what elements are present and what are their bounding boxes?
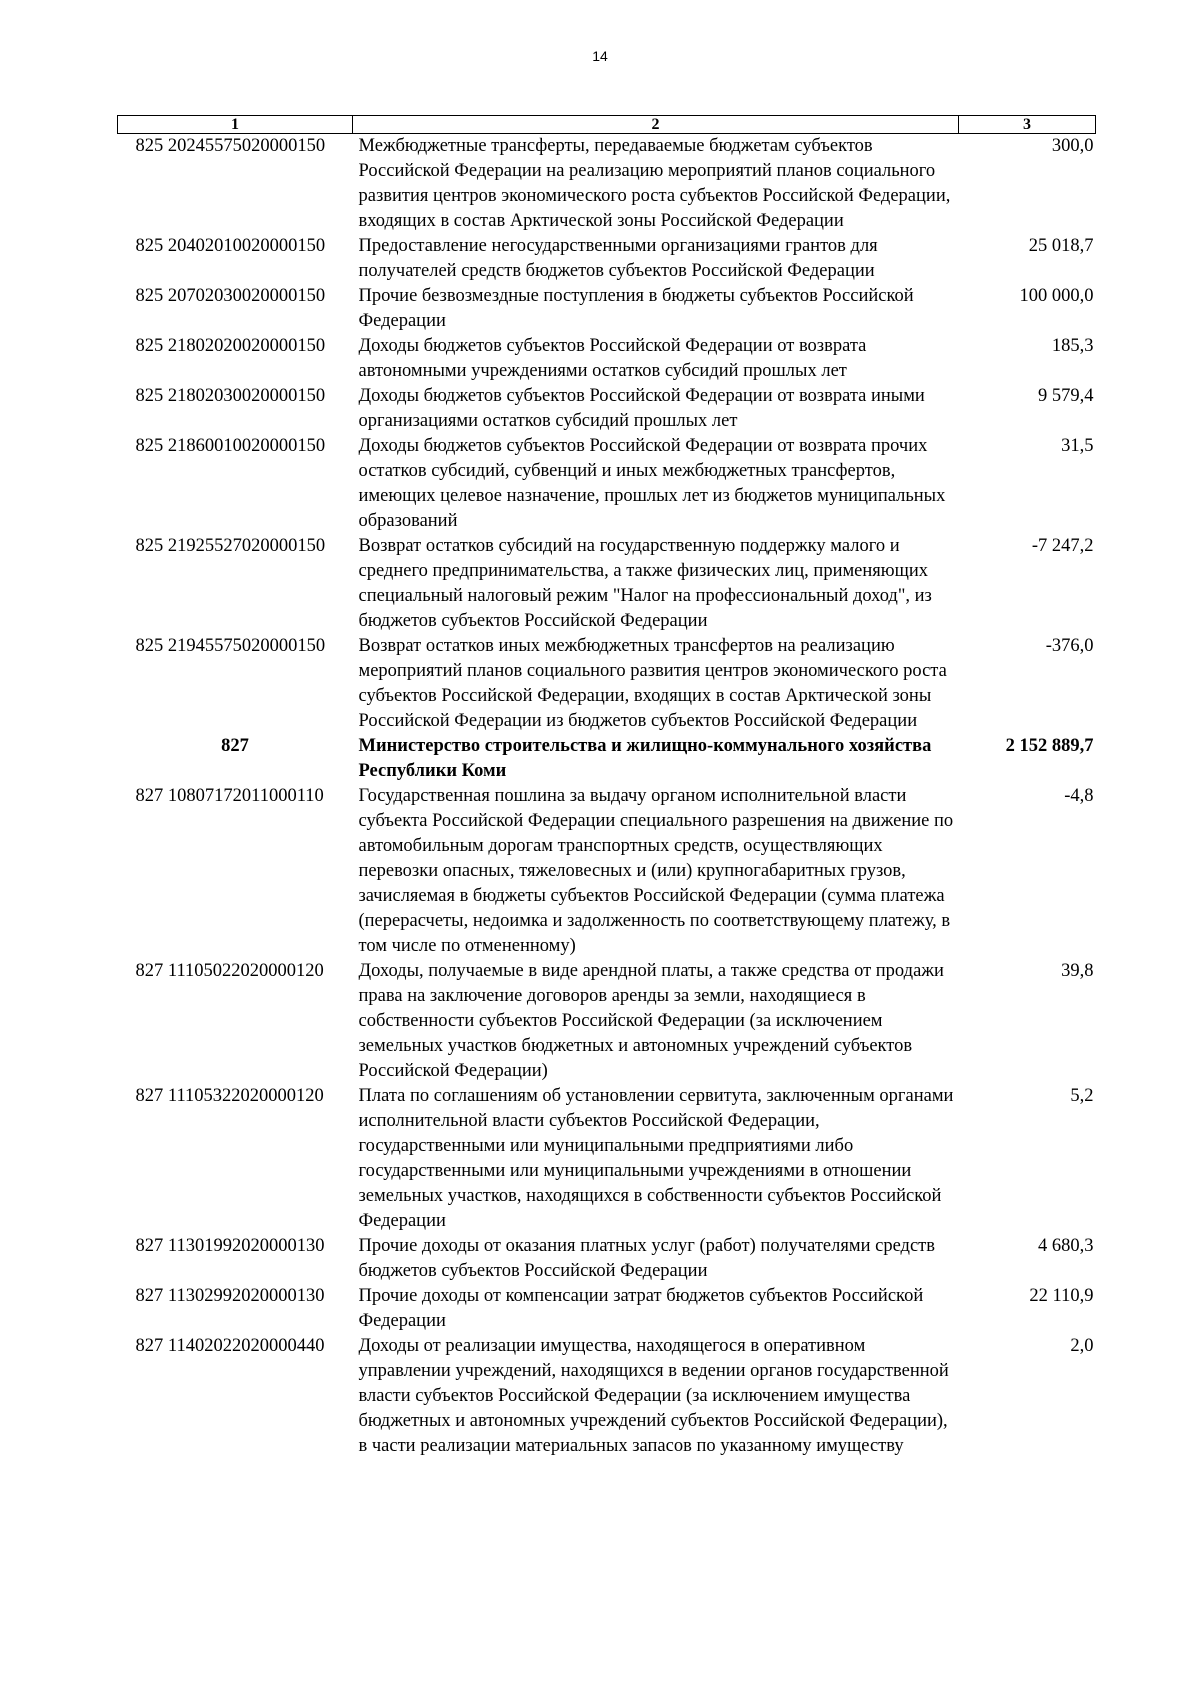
amount-cell: 2,0 [1070,1336,1094,1356]
amount-cell: -4,8 [1064,786,1094,806]
code-cell: 827 11105022020000120 [135,961,324,981]
table-row [118,334,1096,384]
amount-cell: 9 579,4 [1038,386,1094,406]
table-row [118,284,1096,334]
description-cell: Прочие безвозмездные поступления в бюджеты субъектов Российской Федерации [358,286,914,331]
table-row [118,1334,1096,1459]
code-cell: 825 21945575020000150 [135,636,326,656]
description-cell: Плата по соглашениям об установлении сервитута, заключенным органами исполнительной власти субъектов Российской Федерации, государственными или муниципальными предприятиями либо государственными или муниципальными учреждениями в отношении земельных участков, находящихся в собственности субъектов Российской Федерации [358,1086,954,1231]
table-row [118,1234,1096,1284]
table-row [118,634,1096,734]
amount-cell: 100 000,0 [1019,286,1094,306]
description-cell: Доходы бюджетов субъектов Российской Федерации от возврата автономными учреждениями остатков субсидий прошлых лет [358,336,867,381]
amount-cell: 4 680,3 [1038,1236,1094,1256]
column-header-3: 3 [959,116,1096,134]
table-row [118,784,1096,959]
table-row [118,384,1096,434]
column-header-1: 1 [118,116,353,134]
code-cell: 825 21860010020000150 [135,436,326,456]
amount-cell: 25 018,7 [1028,236,1094,256]
amount-cell: 300,0 [1051,136,1094,156]
code-cell: 825 20702030020000150 [135,286,326,306]
description-cell: Государственная пошлина за выдачу органом исполнительной власти субъекта Российской Федерации специального разрешения на движение по автомобильным дорогам транспортных средств, осуществляющих перевозки опасных, тяжеловесных и (или) крупногабаритных грузов, зачисляемая в бюджеты субъектов Российской Федерации (сумма платежа (перерасчеты, недоимка и задолженность по соответствующему платежу, в том числе по отмененному) [358,786,954,956]
table-row [118,1284,1096,1334]
code-cell: 825 21802020020000150 [135,336,326,356]
code-cell: 827 11105322020000120 [135,1086,324,1106]
amount-cell: 2 152 889,7 [1005,736,1094,756]
code-cell: 827 [221,736,249,756]
table-body [118,134,1096,1460]
description-cell: Доходы бюджетов субъектов Российской Федерации от возврата прочих остатков субсидий, субвенций и иных межбюджетных трансфертов, имеющих целевое назначение, прошлых лет из бюджетов муниципальных образований [358,436,946,531]
description-cell: Прочие доходы от оказания платных услуг (работ) получателями средств бюджетов субъектов Российской Федерации [358,1236,935,1281]
amount-cell: -376,0 [1045,636,1094,656]
amount-cell: 5,2 [1070,1086,1094,1106]
code-cell: 827 11302992020000130 [135,1286,325,1306]
description-cell: Министерство строительства и жилищно-коммунального хозяйства Республики Коми [358,736,932,781]
table-group-row [118,734,1096,784]
description-cell: Доходы, получаемые в виде арендной платы, а также средства от продажи права на заключение договоров аренды за земли, находящиеся в собственности субъектов Российской Федерации (за исключением земельных участков бюджетных и автономных учреждений субъектов Российской Федерации) [358,961,944,1081]
table-row [118,434,1096,534]
table-row [118,534,1096,634]
table-row [118,1084,1096,1234]
page-number: 14 [592,48,608,64]
description-cell: Доходы бюджетов субъектов Российской Федерации от возврата иными организациями остатков субсидий прошлых лет [358,386,925,431]
code-cell: 825 21802030020000150 [135,386,326,406]
amount-cell: 31,5 [1061,436,1094,456]
amount-cell: -7 247,2 [1031,536,1094,556]
description-cell: Возврат остатков субсидий на государственную поддержку малого и среднего предпринимательства, а также физических лиц, применяющих специальный налоговый режим "Налог на профессиональный доход", из бюджетов субъектов Российской Федерации [358,536,932,631]
code-cell: 827 11301992020000130 [135,1236,325,1256]
description-cell: Доходы от реализации имущества, находящегося в оперативном управлении учреждений, находящихся в ведении органов государственной власти субъектов Российской Федерации (за исключением имущества бюджетных и автономных учреждений субъектов Российской Федерации), в части реализации материальных запасов по указанному имуществу [358,1336,949,1456]
table-row [118,959,1096,1084]
code-cell: 827 10807172011000110 [135,786,324,806]
table-header-row [118,116,1096,134]
amount-cell: 39,8 [1061,961,1094,981]
description-cell: Предоставление негосударственными организациями грантов для получателей средств бюджетов субъектов Российской Федерации [358,236,878,281]
description-cell: Прочие доходы от компенсации затрат бюджетов субъектов Российской Федерации [358,1286,924,1331]
table-row [118,134,1096,235]
code-cell: 825 21925527020000150 [135,536,326,556]
amount-cell: 22 110,9 [1029,1286,1094,1306]
code-cell: 827 11402022020000440 [135,1336,325,1356]
description-cell: Возврат остатков иных межбюджетных трансфертов на реализацию мероприятий планов социального развития центров экономического роста субъектов Российской Федерации, входящих в состав Арктической зоны Российской Федерации из бюджетов субъектов Российской Федерации [358,636,947,731]
description-cell: Межбюджетные трансферты, передаваемые бюджетам субъектов Российской Федерации на реализацию мероприятий планов социального развития центров экономического роста субъектов Российской Федерации, входящих в состав Арктической зоны Российской Федерации [358,136,951,231]
revenue-table [117,115,1096,1459]
code-cell: 825 20245575020000150 [135,136,326,156]
code-cell: 825 20402010020000150 [135,236,326,256]
column-header-2: 2 [353,116,959,134]
table-row [118,234,1096,284]
amount-cell: 185,3 [1051,336,1094,356]
